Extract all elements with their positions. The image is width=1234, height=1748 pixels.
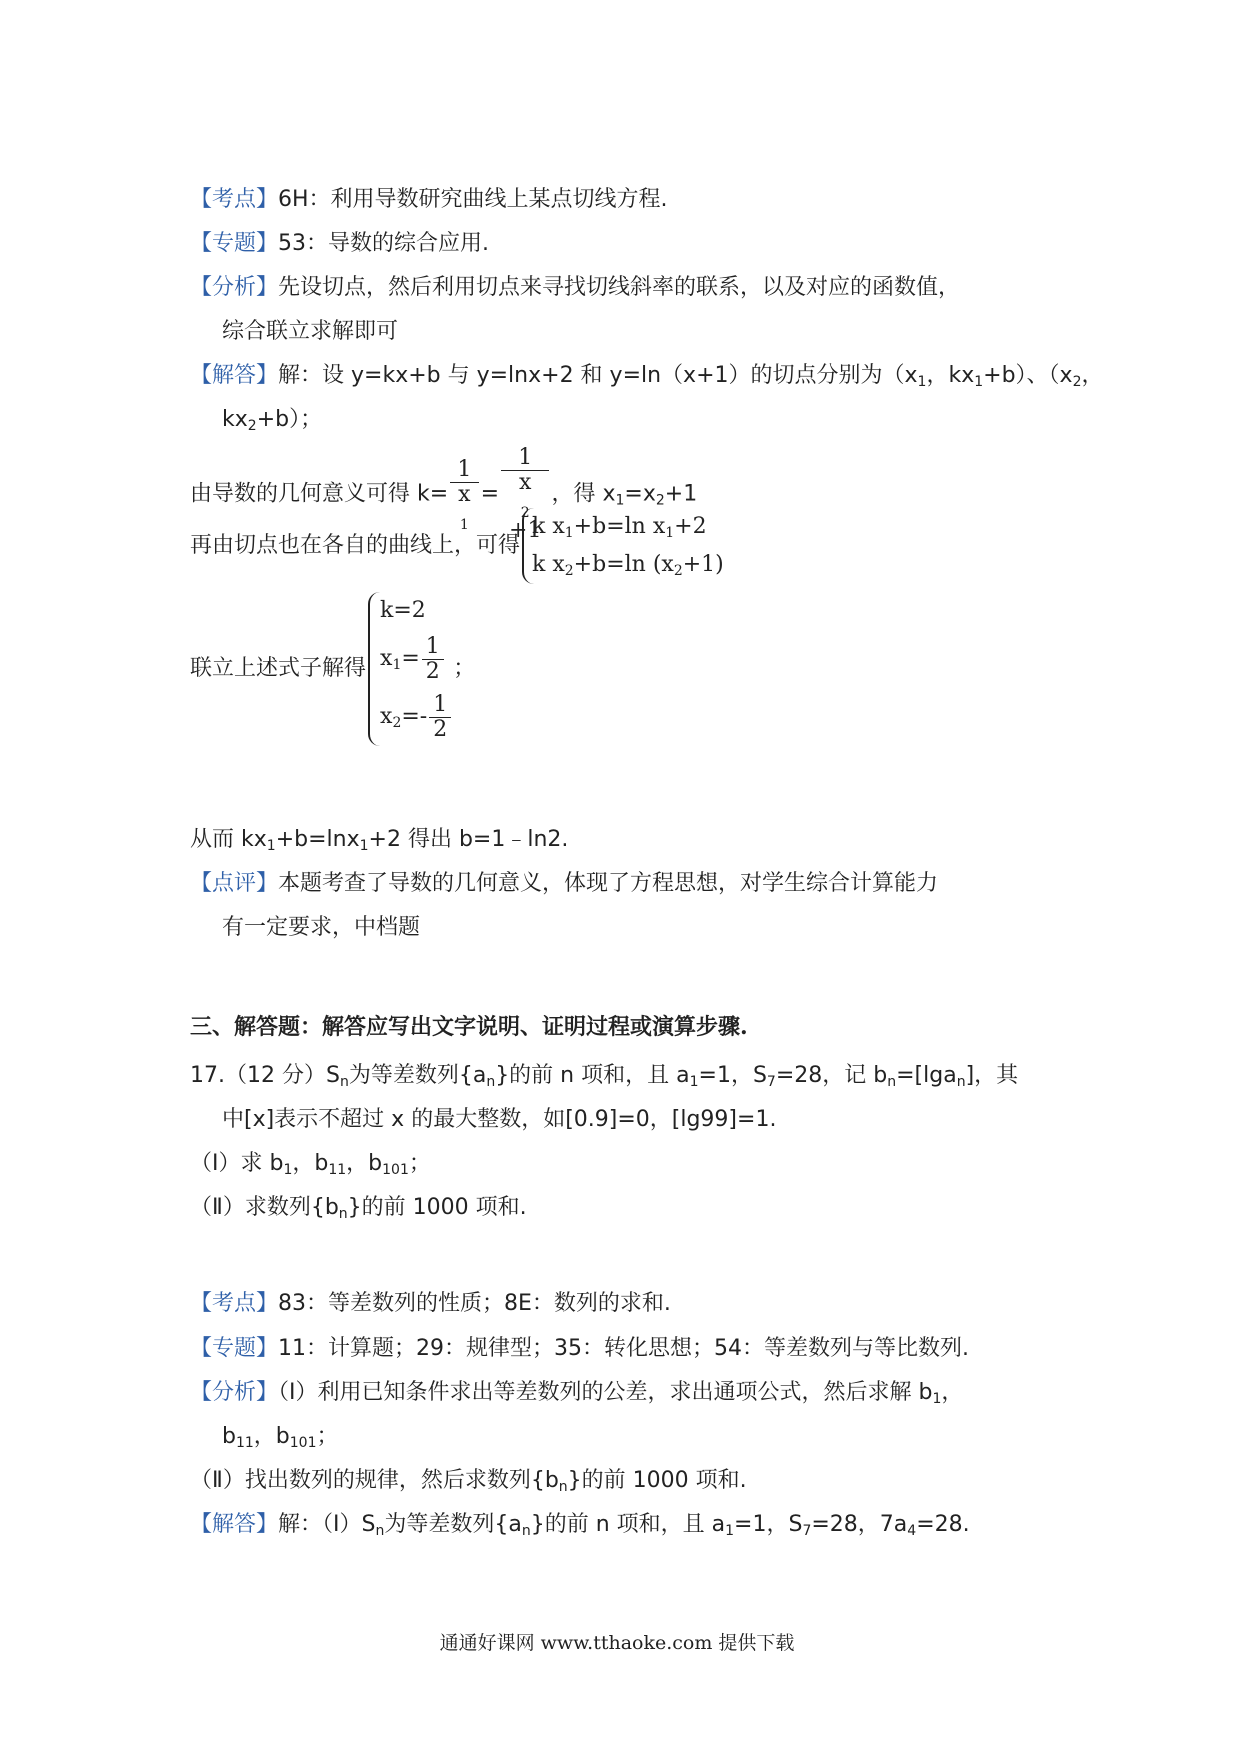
q-part: =[lga (896, 1063, 957, 1088)
solution-system (368, 592, 453, 746)
q17-line-1 (190, 1061, 1018, 1091)
kaodian17-text: 83：等差数列的性质；8E：数列的求和. (278, 1291, 671, 1316)
derivative-line: 由导数的几何意义可得 k= 1 x $_1$ = 1 x $_2$ +1 ，得 $x_1=x_2+1$ (190, 445, 698, 543)
q17-part-2 (190, 1193, 527, 1223)
zhuanti17-line (190, 1334, 969, 1364)
jieda-line (190, 361, 1104, 391)
jieda-text-2a: kx (222, 407, 248, 432)
jieda-text-b: ，kx (926, 363, 975, 388)
sub: n (956, 1074, 966, 1090)
sub: 2 (1072, 374, 1082, 390)
eq-part: +b=ln x (573, 514, 666, 539)
sub: 2 (673, 563, 683, 579)
equation-system (522, 508, 724, 584)
section-title: 三、解答题：解答应写出文字说明、证明过程或演算步骤. (190, 1014, 748, 1040)
eq-part: k x (532, 514, 565, 539)
eq-part: +1) (682, 552, 724, 577)
jieda17-text: =1，S (734, 1512, 803, 1537)
kaodian17-line (190, 1289, 671, 1319)
sub: 1 (266, 838, 276, 854)
sol-part: = (401, 646, 420, 671)
sub: 2 (655, 492, 665, 509)
fenxi17-text: ， (941, 1380, 964, 1405)
fenxi17-text: b (222, 1424, 236, 1449)
fenxi17-text: （Ⅱ）找出数列的规律，然后求数列{b (190, 1468, 559, 1493)
eq-part: +2 (674, 514, 707, 539)
q-part: ，b (346, 1151, 383, 1176)
kaodian-text: 6H：利用导数研究曲线上某点切线方程. (278, 187, 668, 212)
q-part: （Ⅰ）求 b (190, 1151, 284, 1176)
jieda-line-2 (222, 405, 322, 435)
zhuanti17-tag: 【专题】 (190, 1336, 279, 1361)
sub: 1 (283, 1162, 293, 1178)
sub: 101 (289, 1435, 317, 1451)
sub: 11 (328, 1162, 347, 1178)
solve-pre: 联立上述式子解得 (190, 656, 367, 681)
q17-part-1 (190, 1149, 431, 1179)
solve-line (190, 592, 475, 746)
frac-num: 1 (450, 458, 478, 483)
page-footer: 通通好课网 www.tthaoke.com 提供下载 (439, 1632, 795, 1654)
deriv-post: ，得 x (551, 481, 616, 507)
sub: n (338, 1206, 348, 1222)
jieda17-text: 解：（Ⅰ）S (278, 1512, 376, 1537)
q-part: ，b (292, 1151, 329, 1176)
frac-num: 1 (422, 635, 444, 660)
eq-part: k x (532, 552, 565, 577)
deriv-pre: 由导数的几何意义可得 k= (190, 481, 449, 507)
q-part: =28，记 b (775, 1063, 888, 1088)
jieda17-tag: 【解答】 (190, 1512, 279, 1537)
fenxi-line (190, 273, 960, 303)
q-part: ； (408, 1151, 431, 1176)
sub: n (375, 1523, 385, 1539)
result-a: 从而 kx (190, 827, 267, 852)
zhuanti-text: 53：导数的综合应用. (278, 231, 490, 256)
sub: 2 (520, 505, 530, 521)
sub: 2 (564, 563, 574, 579)
sub: n (887, 1074, 897, 1090)
system-row-2 (532, 546, 724, 584)
jieda-text-c: +b）、（x (983, 363, 1073, 388)
fenxi17-text: }的前 1000 项和. (567, 1468, 747, 1493)
result-line (190, 825, 568, 855)
result-b: +b=lnx (275, 827, 360, 852)
dianping-text: 本题考查了导数的几何意义，体现了方程思想，对学生综合计算能力 (278, 871, 939, 896)
fenxi17-text: ，b (253, 1424, 290, 1449)
sub: n (558, 1479, 568, 1495)
result-c: +2 得出 b=1﹣ln2. (368, 827, 569, 852)
fenxi17-line-2 (222, 1422, 339, 1452)
den-plus: +1 (509, 518, 542, 543)
fenxi17-text: ； (316, 1424, 339, 1449)
sub: 101 (382, 1162, 409, 1178)
deriv-post3: +1 (664, 481, 698, 507)
sub: 1 (932, 1391, 942, 1407)
sub: 1 (917, 374, 927, 390)
dianping-tag: 【点评】 (190, 871, 279, 896)
sub: 1 (725, 1523, 735, 1539)
fraction-half (422, 635, 444, 684)
sub: 1 (564, 525, 574, 541)
q-part: 为等差数列{a (348, 1063, 487, 1088)
fenxi-tag: 【分析】 (190, 275, 279, 300)
eq-part: +b=ln (x (573, 552, 674, 577)
frac-den: 2 (433, 716, 448, 742)
sub: n (486, 1074, 496, 1090)
den-x: x (458, 482, 471, 507)
q-part: }的前 n 项和，且 a (495, 1063, 690, 1088)
fenxi17-text: （Ⅰ）利用已知条件求出等差数列的公差，求出通项公式，然后求解 b (278, 1380, 933, 1405)
zhuanti17-text: 11：计算题；29：规律型；35：转化思想；54：等差数列与等比数列. (278, 1336, 969, 1361)
jieda17-text: =28，7a (811, 1512, 908, 1537)
jieda-tag: 【解答】 (190, 363, 279, 388)
fenxi17-line (190, 1378, 963, 1408)
solution-row-3 (380, 688, 453, 746)
jieda-text-a: 解：设 y=kx+b 与 y=lnx+2 和 y=ln（x+1）的切点分别为（x (278, 363, 918, 388)
sub: 1 (615, 492, 625, 509)
kaodian17-tag: 【考点】 (190, 1291, 279, 1316)
sol-part: x (380, 704, 393, 729)
jieda17-line (190, 1510, 970, 1540)
q-part: =1，S (698, 1063, 767, 1088)
sub: 1 (359, 838, 369, 854)
zhuanti-tag: 【专题】 (190, 231, 279, 256)
solution-row-2 (380, 630, 453, 688)
q-part: （Ⅱ）求数列{b (190, 1195, 339, 1220)
jieda17-text: =28. (916, 1512, 970, 1537)
solve-post: ； (453, 656, 476, 681)
fenxi-text: 先设切点，然后利用切点来寻找切线斜率的联系，以及对应的函数值， (278, 275, 961, 300)
jieda17-text: 为等差数列{a (384, 1512, 522, 1537)
fraction-half (429, 693, 451, 742)
sub: 1 (392, 657, 402, 673)
sub: 2 (392, 715, 402, 731)
sol-part: k=2 (380, 598, 426, 623)
kaodian-tag: 【考点】 (190, 187, 279, 212)
kaodian-line (190, 185, 668, 215)
sub: 1 (459, 517, 469, 533)
curve-line (190, 508, 724, 584)
sub: 7 (802, 1523, 812, 1539)
dianping-line-2: 有一定要求，中档题 (222, 915, 421, 940)
frac-num: 1 (501, 446, 549, 471)
dianping-line (190, 869, 938, 899)
sub: n (521, 1523, 531, 1539)
sub: n (339, 1074, 349, 1090)
jieda17-text: }的前 n 项和，且 a (530, 1512, 726, 1537)
sub: 7 (766, 1074, 776, 1090)
sub: 11 (235, 1435, 254, 1451)
sol-part: =- (401, 704, 428, 729)
fenxi17-tag: 【分析】 (190, 1380, 279, 1405)
solution-row-1 (380, 592, 453, 630)
fenxi-line-2: 综合联立求解即可 (222, 319, 399, 344)
deriv-post2: =x (624, 481, 656, 507)
zhuanti-line (190, 229, 489, 259)
sol-part: x (380, 646, 393, 671)
sub: 1 (689, 1074, 699, 1090)
q-part: ]，其 (965, 1063, 1019, 1088)
q-part: }的前 1000 项和. (347, 1195, 527, 1220)
den-x: x (519, 470, 532, 495)
frac-den: 2 (425, 658, 440, 684)
jieda-text-d: ， (1081, 363, 1104, 388)
q17-line-2: 中[x]表示不超过 x 的最大整数，如[0.9]=0，[lg99]=1. (222, 1107, 777, 1132)
jieda-text-2b: +b）； (256, 407, 323, 432)
fenxi17-line-3 (190, 1466, 747, 1496)
sub: 4 (907, 1523, 917, 1539)
frac-num: 1 (429, 693, 451, 718)
sub: 1 (665, 525, 675, 541)
system-row-1 (532, 508, 724, 546)
curve-pre: 再由切点也在各自的曲线上，可得 (190, 533, 521, 558)
sub: 2 (247, 418, 257, 434)
q-part: 17.（12 分）S (190, 1063, 340, 1088)
sub: 1 (974, 374, 984, 390)
